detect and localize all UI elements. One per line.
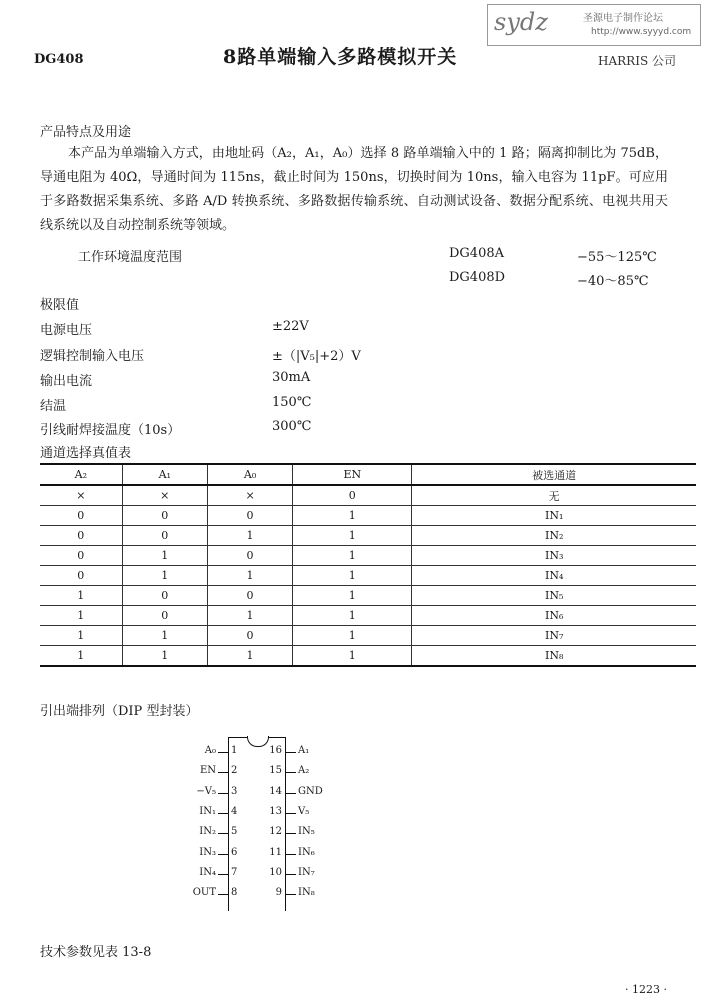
temp-model: DG408A — [449, 246, 505, 261]
rating-label: 电源电压 — [40, 323, 93, 338]
pin-number: 5 — [231, 826, 238, 838]
watermark-url: http://www.syyyd.com — [591, 27, 692, 37]
pin-number: 3 — [231, 785, 238, 797]
table-cell: 1 — [293, 526, 412, 546]
table-cell: IN₁ — [412, 506, 696, 526]
pin-lead — [218, 772, 228, 773]
table-cell: 1 — [207, 566, 292, 586]
table-cell: 1 — [207, 526, 292, 546]
pin-name: IN₇ — [298, 866, 315, 878]
watermark-box — [487, 4, 701, 46]
watermark-logo: sydz — [494, 8, 548, 36]
table-cell: 0 — [40, 546, 122, 566]
page-number: · 1223 · — [625, 983, 667, 996]
dip-package — [228, 737, 286, 911]
pin-lead — [218, 854, 228, 855]
reference-note: 技术参数见表 13-8 — [40, 945, 152, 960]
rating-label: 引线耐焊接温度（10s） — [40, 423, 181, 438]
table-cell: 无 — [412, 485, 696, 506]
table-cell: 0 — [122, 606, 207, 626]
table-cell: × — [122, 485, 207, 506]
table-row — [40, 646, 696, 667]
table-cell: 0 — [207, 626, 292, 646]
pin-lead — [286, 752, 296, 753]
rating-label: 逻辑控制输入电压 — [40, 349, 145, 364]
page-title: 8路单端输入多路模拟开关 — [223, 46, 458, 68]
manufacturer: HARRIS 公司 — [598, 54, 676, 68]
column-header: A₀ — [207, 464, 292, 485]
pin-name: IN₁ — [199, 805, 216, 817]
table-cell: 1 — [293, 606, 412, 626]
table-cell: 1 — [207, 646, 292, 667]
table-row — [40, 526, 696, 546]
table-row — [40, 586, 696, 606]
pin-number: 11 — [269, 846, 282, 858]
table-cell: 1 — [122, 566, 207, 586]
table-cell: 1 — [293, 546, 412, 566]
pin-number: 7 — [231, 866, 238, 878]
table-cell: 1 — [207, 606, 292, 626]
rating-label: 输出电流 — [40, 374, 93, 389]
pin-number: 4 — [231, 805, 238, 817]
table-cell: 0 — [293, 485, 412, 506]
max-ratings-heading: 极限值 — [40, 298, 80, 313]
table-cell: 1 — [122, 546, 207, 566]
pin-name: GND — [298, 785, 323, 797]
pin-lead — [286, 772, 296, 773]
table-row — [40, 546, 696, 566]
table-row — [40, 485, 696, 506]
pin-number: 10 — [269, 866, 282, 878]
rating-value: ±（|V₅|+2）V — [272, 349, 361, 364]
column-header: A₂ — [40, 464, 122, 485]
pin-number: 2 — [231, 765, 238, 777]
table-cell: 1 — [40, 626, 122, 646]
table-row — [40, 566, 696, 586]
table-cell: IN₃ — [412, 546, 696, 566]
pin-number: 12 — [269, 826, 282, 838]
rating-value: 150℃ — [272, 395, 312, 410]
pin-lead — [218, 752, 228, 753]
table-cell: 0 — [40, 566, 122, 586]
table-cell: IN₂ — [412, 526, 696, 546]
temp-range-label: 工作环境温度范围 — [78, 250, 183, 265]
watermark-site-name: 圣源电子制作论坛 — [583, 13, 663, 24]
table-cell: 0 — [207, 546, 292, 566]
pin-number: 15 — [269, 765, 282, 777]
pin-number: 9 — [275, 887, 282, 899]
features-heading: 产品特点及用途 — [40, 125, 132, 140]
truth-table-heading: 通道选择真值表 — [40, 446, 132, 461]
table-row — [40, 626, 696, 646]
pin-lead — [286, 894, 296, 895]
pin-name: IN₃ — [199, 846, 216, 858]
pin-name: V₅ — [298, 805, 310, 817]
temp-model: DG408D — [449, 270, 506, 285]
pin-name: IN₄ — [199, 866, 216, 878]
pinout-heading: 引出端排列（DIP 型封装） — [40, 704, 199, 719]
pin-lead — [286, 854, 296, 855]
column-header: A₁ — [122, 464, 207, 485]
pin-name: A₀ — [204, 745, 216, 756]
table-cell: 0 — [40, 526, 122, 546]
pin-number: 1 — [231, 745, 238, 756]
table-cell: 0 — [122, 526, 207, 546]
pin-lead — [218, 833, 228, 834]
truth-table — [40, 463, 696, 667]
table-cell: IN₅ — [412, 586, 696, 606]
table-cell: IN₆ — [412, 606, 696, 626]
table-cell: 1 — [293, 566, 412, 586]
pin-number: 16 — [269, 745, 282, 756]
rating-value: 30mA — [272, 370, 311, 385]
table-cell: IN₄ — [412, 566, 696, 586]
table-cell: IN₇ — [412, 626, 696, 646]
table-cell: 0 — [207, 586, 292, 606]
rating-value: 300℃ — [272, 419, 312, 434]
table-cell: 1 — [122, 626, 207, 646]
table-cell: × — [207, 485, 292, 506]
temp-range-value: −55～125℃ — [577, 250, 657, 265]
table-cell: 0 — [122, 586, 207, 606]
table-cell: × — [40, 485, 122, 506]
pin-number: 8 — [231, 887, 238, 899]
pin-lead — [286, 833, 296, 834]
column-header: 被选通道 — [412, 464, 696, 485]
table-cell: 1 — [40, 606, 122, 626]
table-cell: 0 — [122, 506, 207, 526]
table-cell: 1 — [122, 646, 207, 667]
table-row — [40, 506, 696, 526]
pin-name: IN₅ — [298, 826, 315, 838]
pin-name: IN₂ — [199, 826, 216, 838]
pin-lead — [286, 874, 296, 875]
table-cell: 1 — [293, 506, 412, 526]
pin-name: IN₈ — [298, 887, 315, 899]
table-cell: 1 — [40, 646, 122, 667]
pin-name: A₂ — [298, 765, 310, 777]
pin-lead — [218, 813, 228, 814]
pin-lead — [218, 874, 228, 875]
table-cell: IN₈ — [412, 646, 696, 667]
table-cell: 0 — [207, 506, 292, 526]
pin-number: 13 — [269, 805, 282, 817]
table-row — [40, 606, 696, 626]
rating-value: ±22V — [272, 319, 309, 334]
pin-name: A₁ — [298, 745, 310, 756]
pin-name: IN₆ — [298, 846, 315, 858]
table-cell: 1 — [293, 646, 412, 667]
temp-range-value: −40～85℃ — [577, 274, 649, 289]
table-cell: 1 — [40, 586, 122, 606]
pin-name: −V₅ — [196, 785, 216, 797]
pin-lead — [286, 813, 296, 814]
pin-number: 14 — [269, 785, 282, 797]
part-number: DG408 — [34, 52, 84, 67]
table-cell: 0 — [40, 506, 122, 526]
table-cell: 1 — [293, 586, 412, 606]
pin-name: EN — [199, 765, 216, 777]
table-cell: 1 — [293, 626, 412, 646]
column-header: EN — [293, 464, 412, 485]
rating-label: 结温 — [40, 399, 67, 414]
pin-lead — [218, 894, 228, 895]
pin-lead — [218, 793, 228, 794]
table-header-row — [40, 464, 696, 485]
pin-name: OUT — [192, 887, 216, 899]
pin-lead — [286, 793, 296, 794]
features-body: 本产品为单端输入方式，由地址码（A₂，A₁，A₀）选择 8 路单端输入中的 1 路；隔离抑制比为 75dB，导通电阻为 40Ω，导通时间为 115ns，截止时间为 150ns，切换时间为 10ns，输入电容为 11pF。可应用于多路数据采集系统、多路 A/D 转换系统、多路数据传输系统、自动测试设备、数据分配系统、电视共用天线系统以及自动控制系统等领域。 — [40, 146, 668, 233]
pin-number: 6 — [231, 846, 238, 858]
package-notch — [247, 736, 269, 747]
